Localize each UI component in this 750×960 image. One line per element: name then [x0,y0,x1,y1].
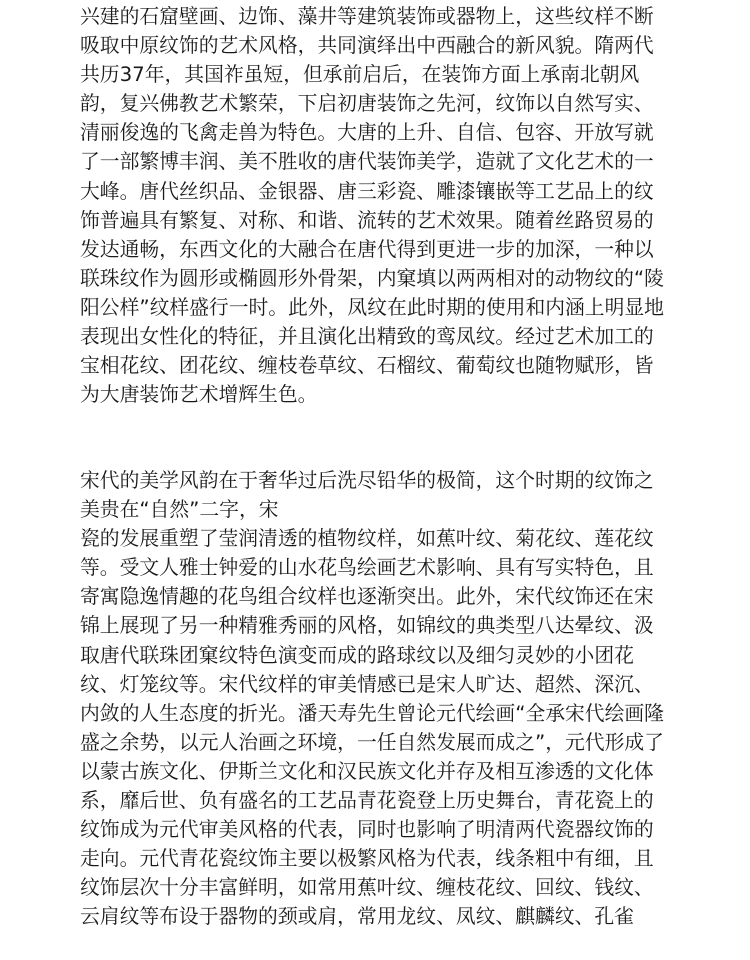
text-line: 走向。元代青花瓷纹饰主要以极繁风格为代表，线条粗中有细，且 [80,847,654,871]
text-line: 宋代的美学风韵在于奢华过后洗尽铅华的极简，这个时期的纹饰之 [80,469,654,492]
text-line: 饰普遍具有繁复、对称、和谐、流转的艺术效果。随着丝路贸易的 [80,208,654,232]
text-line: 清丽俊逸的飞禽走兽为特色。大唐的上升、自信、包容、开放写就 [80,121,654,145]
text-line: 内敛的人生态度的折光。潘天寿先生曾论元代绘画“全承宋代绘画隆 [80,701,664,725]
text-line: 大峰。唐代丝织品、金银器、唐三彩瓷、雕漆镶嵌等工艺品上的纹 [80,179,654,203]
text-line: 锦上展现了另一种精雅秀丽的风格，如锦纹的典类型八达晕纹、汲 [80,614,654,638]
text-line: 吸取中原纹饰的艺术风格，共同演绎出中西融合的新风貌。隋两代 [80,34,654,58]
text-line: 以蒙古族文化、伊斯兰文化和汉民族文化并存及相互渗透的文化体 [80,759,654,783]
text-line: 了一部繁博丰润、美不胜收的唐代装饰美学，造就了文化艺术的一 [80,150,654,174]
text-line: 兴建的石窟壁画、边饰、藻井等建筑装饰或器物上，这些纹样不断 [80,5,654,28]
text-line: 为大唐装饰艺术增辉生色。 [80,383,318,407]
text-line: 阳公样”纹样盛行一时。此外，凤纹在此时期的使用和内涵上明显地 [80,295,664,319]
text-line: 纹饰层次十分丰富鲜明，如常用蕉叶纹、缠枝花纹、回纹、钱纹、 [80,876,654,900]
text-line: 发达通畅，东西文化的大融合在唐代得到更进一步的加深，一种以 [80,237,654,261]
text-line: 取唐代联珠团窠纹特色演变而成的路球纹以及细匀灵妙的小团花 [80,643,634,667]
text-line: 共历37年，其国祚虽短，但承前启后，在装饰方面上承南北朝风 [80,63,640,87]
text-line: 宝相花纹、团花纹、缠枝卷草纹、石榴纹、葡萄纹也随物赋形，皆 [80,354,654,378]
paragraph-sui-tang-ornament [80,2,750,409]
text-line: 表现出女性化的特征，并且演化出精致的鸾凤纹。经过艺术加工的 [80,325,654,349]
text-line: 寄寓隐逸情趣的花鸟组合纹样也逐渐突出。此外，宋代纹饰还在宋 [80,585,654,609]
text-line: 韵，复兴佛教艺术繁荣，下启初唐装饰之先河，纹饰以自然写实、 [80,92,654,116]
text-line: 纹饰成为元代审美风格的代表，同时也影响了明清两代瓷器纹饰的 [80,818,654,842]
text-line: 瓷的发展重塑了莹润清透的植物纹样，如蕉叶纹、菊花纹、莲花纹 [80,527,654,551]
text-line: 等。受文人雅士钟爱的山水花鸟绘画艺术影响、具有写实特色，且 [80,556,654,580]
text-line: 系，靡后世、负有盛名的工艺品青花瓷登上历史舞台，青花瓷上的 [80,789,654,813]
text-line: 盛之余势，以元人治画之环境，一任自然发展而成之”，元代形成了 [80,730,664,754]
text-line: 联珠纹作为圆形或椭圆形外骨架，内窠填以两两相对的动物纹的“陵 [80,266,664,290]
paragraph-song-yuan-ornament [80,466,750,932]
text-line: 纹、灯笼纹等。宋代纹样的审美情感已是宋人旷达、超然、深沉、 [80,672,654,696]
text-line: 云肩纹等布设于器物的颈或肩，常用龙纹、凤纹、麒麟纹、孔雀 [80,905,634,929]
text-line: 美贵在“自然”二字，宋 [80,498,279,522]
